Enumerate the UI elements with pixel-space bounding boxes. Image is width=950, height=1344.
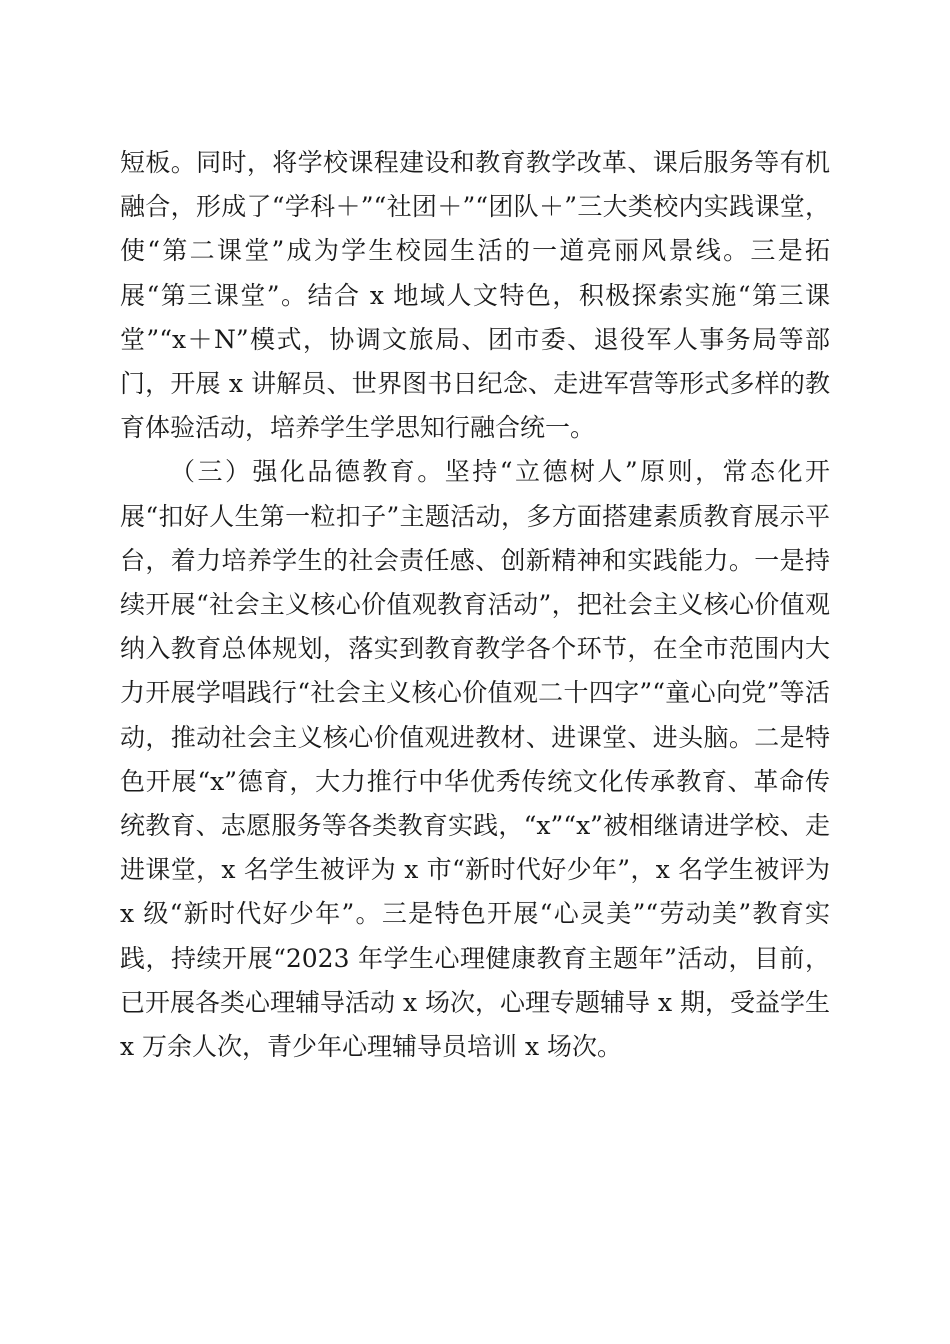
section-heading: （三）强化品德教育。	[170, 457, 445, 487]
body-text	[120, 141, 830, 1069]
paragraph-1-text: 短板。同时，将学校课程建设和教育教学改革、课后服务等有机融合，形成了“学科＋”“社团＋”“团队＋”三大类校内实践课堂，使“第二课堂”成为学生校园生活的一道亮丽风景线。三是拓展“第三课堂”。结合 x 地域人文特色，积极探索实施“第三课堂”“x＋N”模式，协调文旅局、团市委、退役军人事务局等部门，开展 x 讲解员、世界图书日纪念、走进军营等形式多样的教育体验活动，培养学生学思知行融合统一。	[120, 148, 830, 443]
paragraph-2-text: 坚持“立德树人”原则，常态化开展“扣好人生第一粒扣子”主题活动，多方面搭建素质教育展示平台，着力培养学生的社会责任感、创新精神和实践能力。一是持续开展“社会主义核心价值观教育活动”，把社会主义核心价值观纳入教育总体规划，落实到教育教学各个环节，在全市范围内大力开展学唱践行“社会主义核心价值观二十四字”“童心向党”等活动，推动社会主义核心价值观进教材、进课堂、进头脑。二是特色开展“x”德育，大力推行中华优秀传统文化传承教育、革命传统教育、志愿服务等各类教育实践，“x”“x”被相继请进学校、走进课堂，x 名学生被评为 x 市“新时代好少年”，x 名学生被评为 x 级“新时代好少年”。三是特色开展“心灵美”“劳动美”教育实践，持续开展“2023 年学生心理健康教育主题年”活动，目前，已开展各类心理辅导活动 x 场次，心理专题辅导 x 期，受益学生 x 万余人次，青少年心理辅导员培训 x 场次。	[120, 457, 830, 1062]
paragraph-2	[120, 450, 830, 1069]
paragraph-1	[120, 141, 830, 450]
